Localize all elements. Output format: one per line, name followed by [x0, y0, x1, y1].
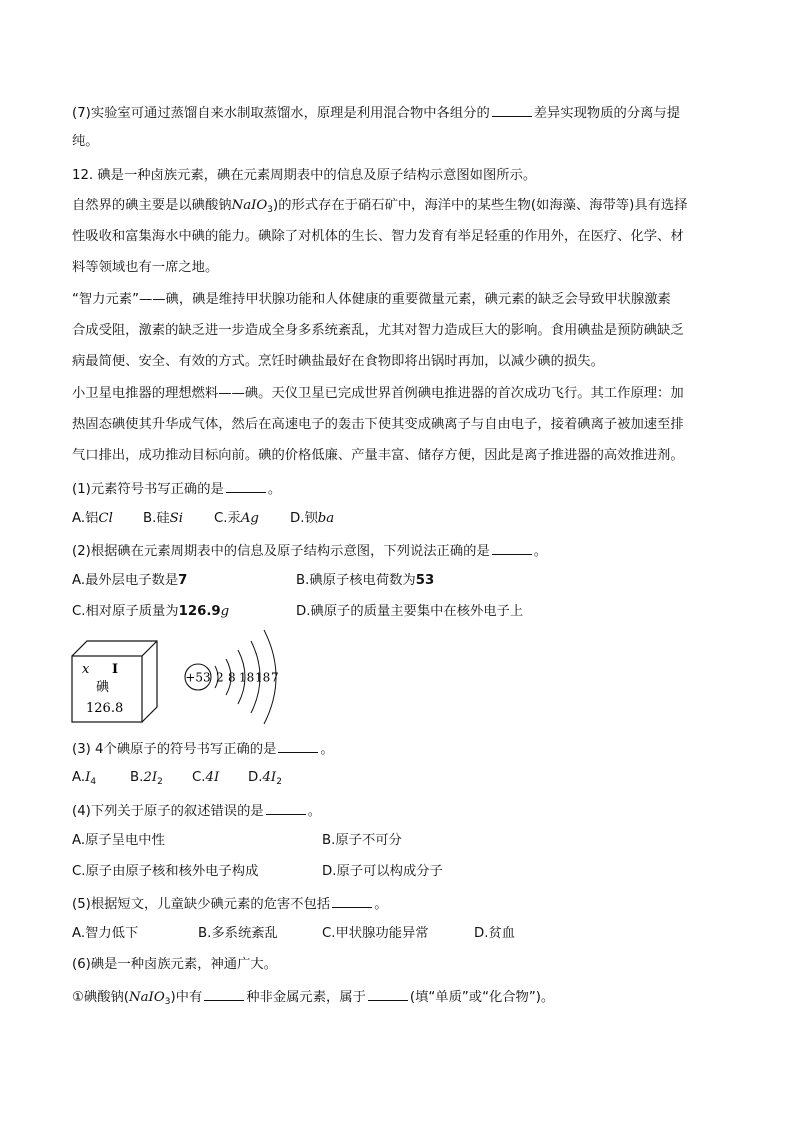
option-a[interactable]: A.原子呈电中性	[72, 833, 165, 848]
nucleus-charge: +53	[185, 670, 211, 685]
stem-end: 。	[374, 897, 388, 912]
option-c[interactable]	[72, 602, 229, 622]
passage2-line-3: 病最简便、安全、有效的方式。烹饪时碘盐最好在食物即将出锅时再加，以减少碘的损失。	[72, 354, 604, 369]
formula-naio3: NaIO	[231, 198, 268, 213]
question-stem: (4)下列关于原子的叙述错误的是	[72, 804, 264, 819]
sub-question-4	[72, 800, 321, 822]
option-label: A.	[72, 770, 86, 785]
option-label: B.硅	[143, 511, 170, 526]
option-label: A.最外层电子数是	[72, 573, 179, 588]
sub-question-5	[72, 893, 387, 915]
option-c[interactable]: C.甲状腺功能异常	[322, 926, 429, 941]
atomic-mass: 126.8	[86, 701, 124, 716]
question-text: (填“单质”或“化合物”)。	[409, 990, 555, 1005]
option-c[interactable]	[192, 768, 219, 788]
passage1-line-3: 料等领域也有一席之地。	[72, 260, 219, 275]
option-d[interactable]: D.原子可以构成分子	[322, 864, 443, 879]
question-text: ①碘酸钠(	[72, 990, 129, 1005]
option-symbol: 2I	[143, 770, 158, 785]
passage3-line-1: 小卫星电推器的理想燃料——碘。天仪卫星已完成世界首例碘电推进器的首次成功飞行。其工作原理：加	[72, 386, 684, 401]
option-label: D.钡	[290, 511, 318, 526]
option-d[interactable]	[290, 509, 334, 529]
option-b[interactable]: B.多系统紊乱	[198, 926, 278, 941]
option-symbol: 4I	[205, 770, 220, 785]
option-a[interactable]	[72, 768, 96, 792]
option-symbol: Ag	[240, 511, 259, 526]
option-a[interactable]	[72, 571, 187, 591]
option-label: C.	[192, 770, 206, 785]
passage1-text: 自然界的碘主要是以碘酸钠	[72, 198, 232, 213]
shell-2-electrons: 8	[228, 670, 236, 685]
shell-5-electrons: 7	[271, 670, 279, 685]
question-text: )中有	[170, 990, 203, 1005]
question-stem: (5)根据短文，儿童缺少碘元素的危害不包括	[72, 897, 331, 912]
option-unit: g	[220, 604, 230, 619]
answer-blank[interactable]	[368, 986, 408, 1001]
shell-3-electrons: 18	[239, 670, 255, 685]
answer-blank[interactable]	[332, 893, 372, 908]
element-symbol: I	[112, 662, 119, 677]
sub-question-6: (6)碘是一种卤族元素，神通广大。	[72, 957, 277, 972]
option-number: 7	[178, 573, 188, 588]
q7-line-2: 纯。	[72, 134, 99, 149]
option-a[interactable]: A.智力低下	[72, 926, 139, 941]
sub-question-1	[72, 478, 281, 500]
stem-end: 。	[267, 482, 282, 497]
option-c[interactable]	[214, 509, 259, 529]
option-label: A.铝	[72, 511, 99, 526]
option-label: B.碘原子核电荷数为	[296, 573, 416, 588]
answer-blank[interactable]	[226, 478, 266, 493]
option-symbol: ba	[317, 511, 335, 526]
q7-text-b: 差异实现物质的分离与提	[533, 106, 681, 121]
option-symbol: I	[85, 770, 91, 785]
option-label: B.	[130, 770, 144, 785]
answer-blank[interactable]	[492, 102, 532, 117]
stem-end: 。	[320, 742, 334, 757]
option-subscript: 2	[157, 777, 163, 787]
option-label: D.	[248, 770, 263, 785]
shell-1-electrons: 2	[216, 670, 224, 685]
passage1-text-b: )的形式存在于硝石矿中，海洋中的某些生物(如海藻、海带等)具有选择	[273, 198, 688, 213]
option-symbol: 4I	[262, 770, 277, 785]
q7-line-1	[72, 102, 680, 124]
atomic-number-placeholder: x	[82, 662, 90, 677]
option-b[interactable]	[130, 768, 163, 792]
shell-4-electrons: 18	[255, 670, 271, 685]
question-text: 种非金属元素，属于	[246, 990, 366, 1005]
q7-text-a: (7)实验室可通过蒸馏自来水制取蒸馏水，原理是利用混合物中各组分的	[72, 106, 490, 121]
option-label: C.相对原子质量为	[72, 604, 179, 619]
iodine-figure	[70, 628, 290, 728]
question-stem: (2)根据碘在元素周期表中的信息及原子结构示意图，下列说法正确的是	[72, 544, 490, 559]
option-d[interactable]: D.碘原子的质量主要集中在核外电子上	[296, 604, 524, 619]
atom-structure-diagram	[185, 630, 279, 724]
formula-naio3: NaIO	[129, 990, 165, 1005]
formula-subscript: 3	[267, 205, 274, 215]
option-d[interactable]: D.贫血	[474, 926, 516, 941]
option-symbol: Si	[169, 511, 184, 526]
question-stem: (3) 4个碘原子的符号书写正确的是	[72, 742, 277, 757]
periodic-table-cell	[72, 641, 157, 722]
answer-blank[interactable]	[278, 738, 318, 753]
element-name: 碘	[96, 680, 110, 695]
passage2-line-1: “智力元素”——碘，碘是维持甲状腺功能和人体健康的重要微量元素，碘元素的缺乏会导致甲状腺激素	[72, 292, 671, 307]
passage3-line-3: 气口排出，成功推动目标向前。碘的价格低廉、产量丰富、储存方便，因此是离子推进器的高效推进剂。	[72, 448, 684, 463]
passage1-line-2: 性吸收和富集海水中碘的能力。碘除了对机体的生长、智力发育有举足轻重的作用外，在医疗、化学、材	[72, 229, 684, 244]
passage2-line-2: 合成受阻，激素的缺乏进一步造成全身多系统紊乱，尤其对智力造成巨大的影响。食用碘盐是预防碘缺乏	[72, 323, 684, 338]
option-number: 126.9	[178, 604, 221, 619]
q12-title: 12. 碘是一种卤族元素，碘在元素周期表中的信息及原子结构示意图如图所示。	[72, 168, 537, 183]
option-subscript: 2	[276, 777, 282, 787]
passage1-line-1	[72, 196, 687, 220]
option-c[interactable]: C.原子由原子核和核外电子构成	[72, 864, 259, 879]
answer-blank[interactable]	[266, 800, 306, 815]
option-d[interactable]	[248, 768, 282, 792]
option-b[interactable]	[143, 509, 183, 529]
option-a[interactable]	[72, 509, 113, 529]
stem-end: 。	[533, 544, 548, 559]
option-number: 53	[415, 573, 435, 588]
passage3-line-2: 热固态碘使其升华成气体，然后在高速电子的轰击下使其变成碘离子与自由电子，接着碘离子被加速至排	[72, 417, 684, 432]
stem-end: 。	[307, 804, 321, 819]
answer-blank[interactable]	[204, 986, 244, 1001]
sub-question-2	[72, 540, 547, 562]
option-b[interactable]: B.原子不可分	[322, 833, 402, 848]
option-b[interactable]	[296, 571, 434, 591]
question-stem: (1)元素符号书写正确的是	[72, 482, 224, 497]
sub-question-6-part-1	[72, 986, 554, 1012]
formula-subscript: 3	[164, 997, 171, 1007]
option-subscript: 4	[90, 777, 97, 787]
answer-blank[interactable]	[492, 540, 532, 555]
sub-question-3	[72, 738, 334, 760]
option-label: C.汞	[214, 511, 241, 526]
option-symbol: Cl	[98, 511, 113, 526]
